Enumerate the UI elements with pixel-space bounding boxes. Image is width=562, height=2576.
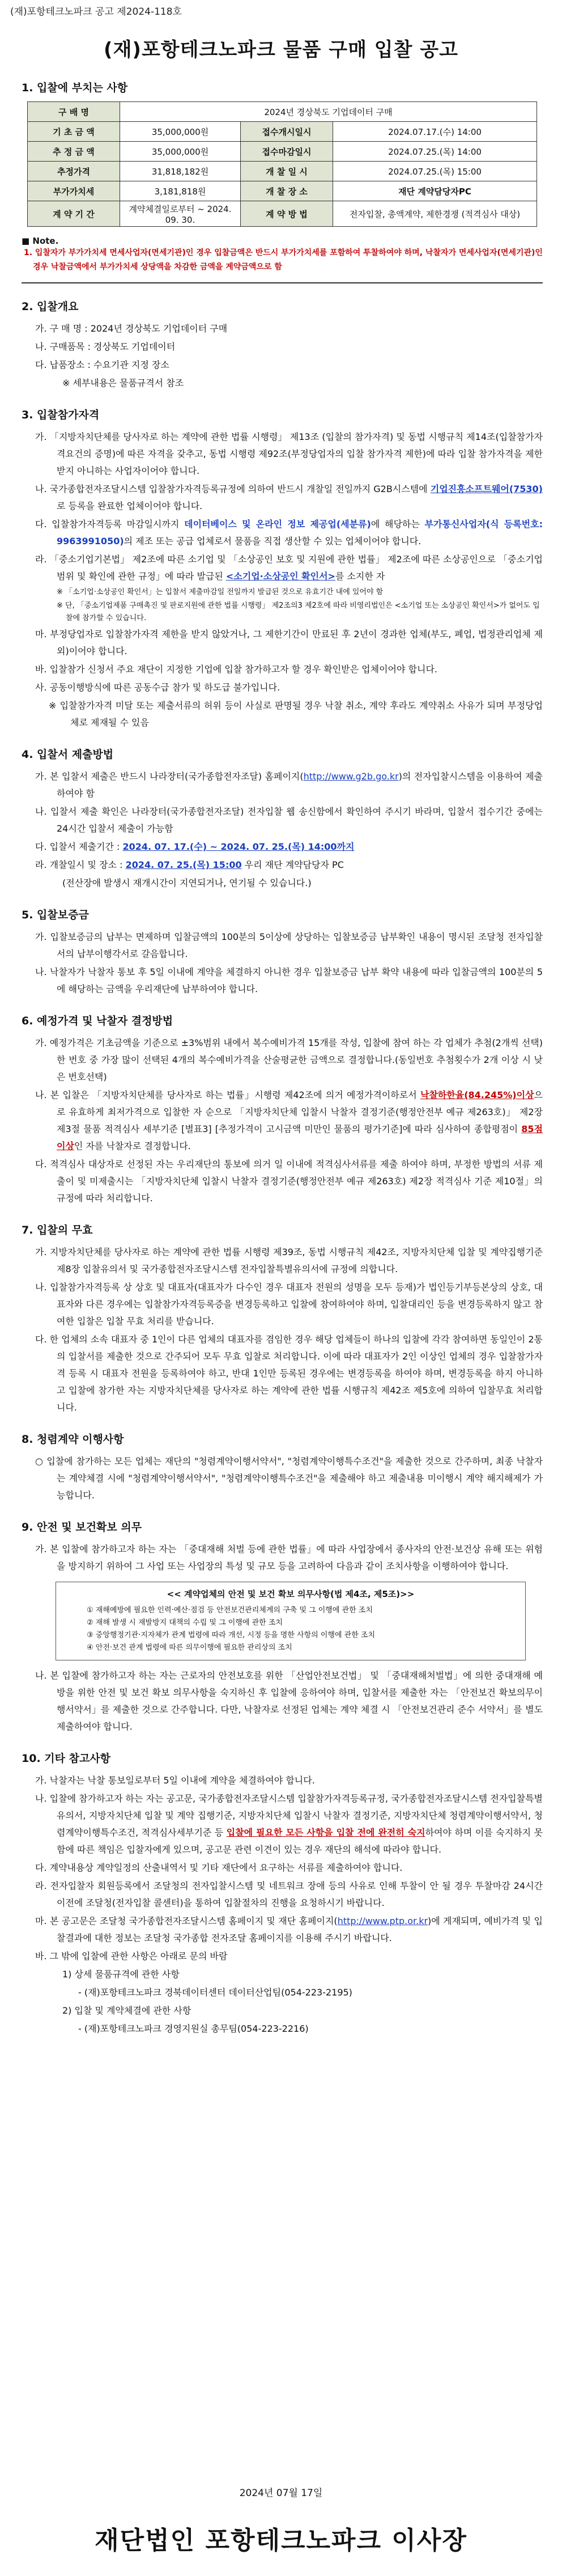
- small-note: ※ 「소기업·소상공인 확인서」는 입찰서 제출마감일 전일까지 발급된 것으로 유효기간 내에 있어야 함: [57, 588, 384, 596]
- note-text: 1. 입찰자가 부가가치세 면세사업자(면세기관)인 경우 입찰금액은 반드시 부가가치세를 포함하여 투찰하여야 하며, 낙찰자가 면세사업자(면세기관)인 경우 낙찰금액에서 부가가치세 상당액을 차감한 금액을 계약금액으로 함: [24, 248, 543, 272]
- paragraph: 가. 본 입찰서 제출은 반드시 나라장터(국가종합전자조달) 홈페이지(http://www.g2b.go.kr)의 전자입찰시스템을 이용하여 제출하여야 함: [35, 771, 543, 799]
- paragraph: 다. 계약내용상 계약일정의 산출내역서 및 기타 재단에서 요구하는 서류를 제출하여야 합니다.: [35, 1862, 403, 1873]
- contact-item: 2) 입찰 및 계약체결에 관한 사항: [62, 2005, 191, 2016]
- paragraph-note: ※ 입찰참가자격 미달 또는 제출서류의 허위 등이 사실로 판명될 경우 낙찰 취소, 계약 후라도 계약취소 사유가 되며 부정당업체로 제재될 수 있음: [49, 700, 543, 728]
- paragraph: 마. 본 공고문은 조달청 국가종합전자조달시스템 홈페이지 및 재단 홈페이지(http://www.ptp.or.kr)에 게재되며, 예비가격 및 입찰결과에 대한 정보는 조달청 국가종합 전자조달 홈페이지를 이용해 주시기 바랍니다.: [35, 1916, 543, 1943]
- section-heading: 2. 입찰개요: [22, 300, 79, 313]
- paragraph: 나. 본 입찰에 참가하고자 하는 자는 근로자의 안전보호를 위한 「산업안전보건법」 및 「중대재해처벌법」에 의한 중대재해 예방을 위한 안전 및 보건 확보 의무사항을 숙지하신 후 입찰에 응하여야 하며, 입찰서를 제출한 자는 「안전보건 확보의무이행서약서」를 제출한 것으로 간주합니다. 다만, 낙찰자로 선정된 업체는 계약 체결 시 「안전보건관리 준수 서약서」를 별도 제출하여야 합니다.: [35, 1670, 543, 1732]
- paragraph: 나. 구매품목 : 경상북도 기업데이터: [35, 341, 176, 352]
- page-title: (재)포항테크노파크 물품 구매 입찰 공고: [104, 39, 458, 61]
- box-title: << 계약업체의 안전 및 보건 확보 의무사항(법 제4조, 제5조)>>: [167, 1589, 415, 1599]
- paragraph: 마. 부정당업자로 입찰참가자격 제한을 받지 않았거나, 그 제한기간이 만료된 후 2년이 경과한 업체(부도, 폐업, 법정관리업체 제외)이어야 합니다.: [35, 629, 543, 656]
- info-value: 35,000,000원: [120, 142, 241, 162]
- paragraph: 가. 구 매 명 : 2024년 경상북도 기업데이터 구매: [35, 323, 228, 334]
- highlight-text: 낙찰하한율(84.245%)이상: [420, 1090, 534, 1100]
- box-item: ③ 중앙행정기관·지자체가 관계 법령에 따라 개선, 시정 등을 명한 사항의 이행에 관한 조치: [87, 1631, 376, 1639]
- paragraph: 사. 공동이행방식에 따른 공동수급 참가 및 하도급 불가입니다.: [35, 682, 280, 693]
- info-value: 2024년 경상북도 기업데이터 구매: [120, 102, 537, 122]
- info-label: 추정가격: [28, 162, 120, 181]
- info-label: 개 찰 일 시: [241, 162, 333, 181]
- info-label: 계 약 기 간: [28, 201, 120, 227]
- section-heading: 3. 입찰참가자격: [22, 409, 100, 421]
- highlight-text: 85점 이상: [57, 1124, 543, 1151]
- section-heading: 7. 입찰의 무효: [22, 1224, 93, 1236]
- paragraph: 나. 입찰서 제출 확인은 나라장터(국가종합전자조달) 전자입찰 웹 송신함에서 확인하여 주시기 바라며, 입찰서 접수기간 중에는 24시간 입찰서 제출이 가능함: [35, 806, 543, 834]
- section-heading: 8. 청렴계약 이행사항: [22, 1433, 124, 1446]
- paragraph: 나. 낙찰자가 낙찰자 통보 후 5일 이내에 계약을 체결하지 아니한 경우 입찰보증금 납부 확약 내용에 따라 입찰금액의 100분의 5에 해당하는 금액을 우리재단에 납부하여야 합니다.: [35, 967, 543, 994]
- section-heading: 9. 안전 및 보건확보 의무: [22, 1521, 142, 1533]
- box-item: ② 재해 발생 시 재발방지 대책의 수립 및 그 이행에 관한 조치: [87, 1619, 283, 1627]
- paragraph: 다. 입찰서 제출기간 : 2024. 07. 17.(수) ~ 2024. 07. 25.(목) 14:00까지: [35, 841, 355, 852]
- info-label: 접수마감일시: [241, 142, 333, 162]
- info-label: 부가가치세: [28, 181, 120, 201]
- paragraph-note: (전산장애 발생시 재개시간이 지연되거나, 연기될 수 있습니다.): [62, 878, 312, 888]
- info-value: 2024.07.25.(목) 14:00: [333, 142, 537, 162]
- ptp-link[interactable]: http://www.ptp.or.kr: [337, 1916, 428, 1926]
- paragraph: 다. 납품장소 : 수요기관 지정 장소: [35, 359, 169, 370]
- notice-date: 2024년 07월 17일: [239, 2488, 323, 2499]
- highlight-text: 2024. 07. 17.(수) ~ 2024. 07. 25.(목) 14:00까지: [122, 841, 355, 852]
- document-number: (재)포항테크노파크 공고 제2024-118호: [10, 6, 182, 18]
- highlight-text: 부가통신사업자(식 등록번호: 9963991050): [57, 519, 543, 546]
- info-value: 전자입찰, 총액계약, 제한경쟁 (적격심사 대상): [333, 201, 537, 227]
- divider: [22, 282, 543, 283]
- contact-detail: - (재)포항테크노파크 경영지원실 총무팀(054-223-2216): [78, 2023, 309, 2034]
- paragraph: 다. 입찰참가자격등록 마감일시까지 데이터베이스 및 온라인 정보 제공업(세분류)에 해당하는 부가통신사업자(식 등록번호: 9963991050)의 제조 또는 공급 업체로서 물품을 직접 생산할 수 있는 업체이어야 합니다.: [35, 519, 543, 546]
- paragraph: 바. 그 밖에 입찰에 관한 사항은 아래로 문의 바람: [35, 1951, 228, 1961]
- paragraph: 나. 국가종합전자조달시스템 입찰참가자격등록규정에 의하여 반드시 개찰일 전일까지 G2B시스템에 기업진흥소프트웨어(7530)로 등록을 완료한 업체이어야 합니다.: [35, 484, 543, 511]
- section-heading: 5. 입찰보증금: [22, 909, 89, 921]
- paragraph: 라. 개찰일시 및 장소 : 2024. 07. 25.(목) 15:00 우리 재단 계약담당자 PC: [35, 859, 344, 870]
- highlight-text: 2024. 07. 25.(목) 15:00: [125, 859, 242, 870]
- paragraph: 다. 적격심사 대상자로 선정된 자는 우리재단의 통보에 의거 일 이내에 적격심사서류를 제출 하여야 하며, 부정한 방법의 서류 제출이 및 미제출시는 「지방자치단체 입찰시 낙찰자 결정기준(행정안전부 예규 제263호) 제2장 적격심사 기준 제10절」의 규정에 따라 처리합니다.: [35, 1159, 543, 1204]
- section-heading: 1. 입찰에 부치는 사항: [22, 82, 128, 94]
- paragraph-note: ※ 세부내용은 물품규격서 참조: [62, 378, 184, 388]
- section-heading: 4. 입찰서 제출방법: [22, 748, 114, 761]
- paragraph: 가. 낙찰자는 낙찰 통보일로부터 5일 이내에 계약을 체결하여야 합니다.: [35, 1775, 315, 1786]
- notice-body: [22, 79, 543, 2039]
- paragraph: 가. 예정가격은 기초금액을 기준으로 ±3%범위 내에서 복수예비가격 15개를 작성, 입찰에 참여 하는 각 업체가 추첨(2개씩 선택)한 번호 중 가장 많이 선택된 4개의 복수예비가격을 산술평균한 금액으로 결정합니다.(동일번호 추첨횟수가 2개 이상 시 낮은 번호선택): [35, 1037, 543, 1082]
- paragraph: 나. 입찰에 참가하고자 하는 자는 공고문, 국가종합전자조달시스템 입찰참가자격등록규정, 국가종합전자조달시스템 전자입찰특별유의서, 지방자치단체 입찰 및 계약 집행기준, 지방자치단체 입찰시 낙찰자 결정기준, 지방자치단체 청렴계약이행서약서, 청렴계약이행특수조건, 적격심사세부기준 등 입찰에 필요한 모든 사항을 입찰 전에 완전히 숙지하여야 하며 이를 숙지하지 못함에 따른 책임은 입찰자에게 있으며, 공고문 관련 이견이 있는 경우 재단의 해석에 따라야 합니다.: [35, 1793, 543, 1855]
- g2b-link[interactable]: http://www.g2b.go.kr: [303, 771, 399, 782]
- paragraph: 가. 지방자치단체를 당사자로 하는 계약에 관한 법률 시행령 제39조, 동법 시행규칙 제42조, 지방자치단체 입찰 및 계약집행기준 제8장 입찰유의서 및 국가종합전자조달시스템 전자입찰특별유의서에 규정에 의합니다.: [35, 1247, 543, 1274]
- info-label: 개 찰 장 소: [241, 181, 333, 201]
- highlight-text: 기업진흥소프트웨어(7530): [430, 484, 543, 494]
- paragraph: 라. 전자입찰자 회원등록에서 조달청의 전자입찰시스템 및 네트워크 장애 등의 사유로 인해 투찰이 안 될 경우 투찰마감 24시간 이전에 조달청(전자입찰 콜센터)을 통하여 입찰절차의 진행을 요청하시기 바랍니다.: [35, 1880, 543, 1908]
- paragraph: 가. 입찰보증금의 납부는 면제하며 입찰금액의 100분의 5이상에 상당하는 입찰보증금 납부확인 내용이 명시된 조달청 전자입찰서의 납부이행각서로 갈음합니다.: [35, 931, 543, 959]
- info-value: 35,000,000원: [120, 122, 241, 142]
- info-value: 2024.07.25.(목) 15:00: [333, 162, 537, 181]
- highlight-text: 입찰에 필요한 모든 사항을 입찰 전에 완전히 숙지: [226, 1827, 425, 1838]
- info-value: 3,181,818원: [120, 181, 241, 201]
- paragraph: 나. 입찰참가자격등록 상 상호 및 대표자(대표자가 다수인 경우 대표자 전원의 성명을 모두 등재)가 법인등기부등본상의 상호, 대표자와 다른 경우에는 입찰참가자격등록증을 변경등록하고 입찰에 참여하여야 하며, 입찰대리인 등을 변경등록하지 않고 참여한 입찰은 입찰 무효 처리를 받습니다.: [35, 1282, 543, 1327]
- paragraph: 가. 본 입찰에 참가하고자 하는 자는 「중대재해 처벌 등에 관한 법률」에 따라 사업장에서 종사자의 안전·보건상 유해 또는 위험을 방지하기 위하여 그 사업 또는 사업장의 특성 및 규모 등을 고려하여 다음과 같이 조치사항을 이행하여야 합니다.: [35, 1544, 543, 1571]
- paragraph: 다. 한 업체의 소속 대표자 중 1인이 다른 업체의 대표자를 겸임한 경우 해당 업체들이 하나의 입찰에 각각 참여하면 동일인이 2통의 입찰서를 제출한 것으로 간주되어 모두 무효 입찰로 처리합니다. 이에 따라 대표자가 2인 이상인 업체의 경우 입찰참가자격 등록 시 대표자 전원을 등록하여야 하고, 반대 1인만 등록된 경우에는 변경등록을 하여야 하며, 변경등록을 하지 아니하고 입찰에 참가한 자는 지방자치단체를 당사자로 하는 계약에 관한 법률 시행규칙 제42조 제5호에 의하여 입찰무효 처리합니다.: [35, 1334, 543, 1413]
- note-label: ■ Note.: [22, 236, 59, 246]
- highlight-text: 데이터베이스 및 온라인 정보 제공업(세분류): [184, 519, 371, 529]
- info-value: 2024.07.17.(수) 14:00: [333, 122, 537, 142]
- section-heading: 6. 예정가격 및 낙찰자 결정방법: [22, 1015, 173, 1027]
- info-value: 31,818,182원: [120, 162, 241, 181]
- box-item: ④ 안전·보건 관계 법령에 따른 의무이행에 필요한 관리상의 조치: [87, 1643, 292, 1652]
- info-label: 접수개시일시: [241, 122, 333, 142]
- paragraph: 바. 입찰참가 신청서 주요 재단이 지정한 기업에 입찰 참가하고자 할 경우 확인받은 업체이어야 합니다.: [35, 664, 437, 675]
- info-label: 구 배 명: [28, 102, 120, 122]
- contact-item: 1) 상세 물품규격에 관한 사항: [62, 1969, 180, 1980]
- info-value: 재단 계약담당자PC: [333, 181, 537, 201]
- info-value: 계약체결일로부터 ~ 2024. 09. 30.: [120, 201, 241, 227]
- bid-info-table: [27, 101, 537, 227]
- small-note: ※ 단, 「중소기업제품 구매촉진 및 판로지원에 관한 법률 시행령」 제2조의3 제2호에 따라 비영리법인은 <소기업 또는 소상공인 확인서>가 없어도 입찰에 참가할 수 있습니다.: [57, 601, 540, 622]
- paragraph: 라. 「중소기업기본법」 제2조에 따른 소기업 및 「소상공인 보호 및 지원에 관한 법률」 제2조에 따른 소상공인으로 「중소기업 범위 및 확인에 관한 규정」에 따라 발급된 <소기업·소상공인 확인서>를 소지한 자: [35, 554, 543, 582]
- safety-obligation-box: [56, 1582, 526, 1660]
- info-label: 계 약 방 법: [241, 201, 333, 227]
- paragraph: 나. 본 입찰은 「지방자치단체를 당사자로 하는 법률」시행령 제42조에 의거 예정가격이하로서 낙찰하한율(84.245%)이상으로 유효하게 최저가격으로 입찰한 자 순으로 「지방자치단체 입찰시 낙찰자 결정기준(행정안전부 예규 제263호)」 제2장 제3절 물품 적격심사 세부기준 [별표3] [추정가격이 고시금액 미만인 물품의 평가기준]에 따라 심사하여 종합평점이 85점 이상인 자를 낙찰자로 결정합니다.: [35, 1090, 543, 1151]
- box-item: ① 재해예방에 필요한 인력·예산·점검 등 안전보건관리체계의 구축 및 그 이행에 관한 조치: [87, 1606, 373, 1615]
- info-label: 추 정 금 액: [28, 142, 120, 162]
- section-heading: 10. 기타 참고사항: [22, 1752, 111, 1765]
- issuer-signature: 재단법인 포항테크노파크 이사장: [95, 2526, 467, 2555]
- paragraph: 가. 「지방자치단체를 당사자로 하는 계약에 관한 법률 시행령」 제13조 (입찰의 참가자격) 및 동법 시행규칙 제14조(입찰참가자격요건의 증명)에 따른 자격을 갖추고, 동법 시행령 제92조(부정당업자의 입찰 참가자격 제한)에 따라 입찰 참가자격을 제한받지 아니하는 사업자이어야 합니다.: [35, 431, 543, 476]
- paragraph: ○ 입찰에 참가하는 모든 업체는 재단의 "청렴계약이행서약서", "청렴계약이행특수조건"을 제출한 것으로 간주하며, 최종 낙찰자는 계약체결 시에 "청렴계약이행서약서", "청렴계약이행특수조건"을 제출해야 하고 제출내용 미이행시 계약 해지해제가 가능합니다.: [35, 1456, 543, 1501]
- info-label: 기 초 금 액: [28, 122, 120, 142]
- highlight-text: <소기업·소상공인 확인서>: [225, 571, 335, 582]
- contact-detail: - (재)포항테크노파크 경북데이터센터 데이터산업팀(054-223-2195): [78, 1987, 352, 1998]
